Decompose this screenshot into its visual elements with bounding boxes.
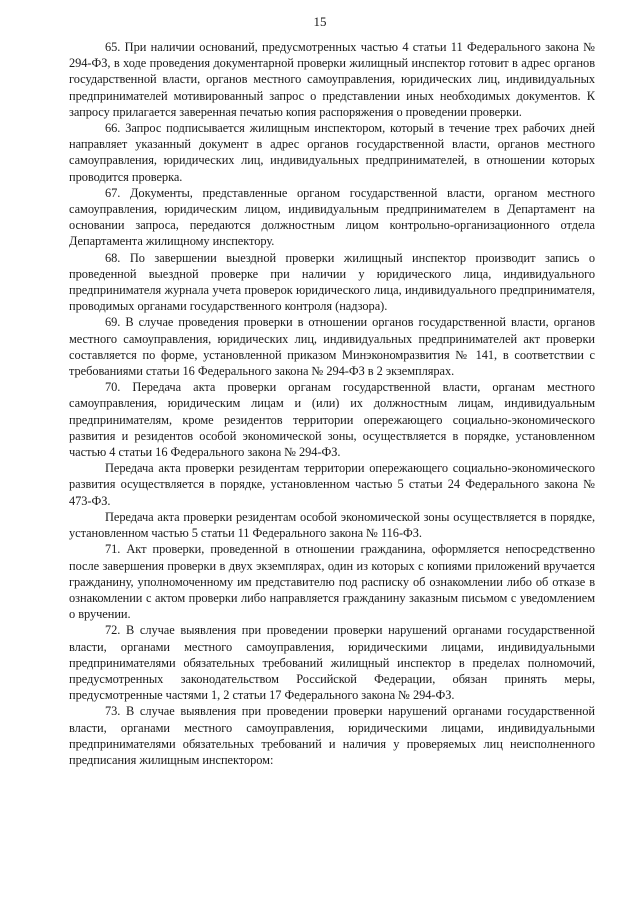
paragraph-72: 72. В случае выявления при проведении проверки нарушений органами государственной власти, органами местного самоуправления, юридическими лицами, индивидуальными предпринимателями обязательных требований жилищный инспектор в пределах полномочий, предусмотренных законодательством Российской Федерации, обязан принять меры, предусмотренные частями 1, 2 статьи 17 Федерального закона № 294-ФЗ. [69,623,595,703]
paragraph-73: 73. В случае выявления при проведении проверки нарушений органами государственной власти, органами местного самоуправления, юридическими лицами, индивидуальными предпринимателями обязательных требований и наличия у проверяемых лиц неисполненного предписания жилищным инспектором: [69,704,595,767]
paragraph-70-oez: Передача акта проверки резидентам особой экономической зоны осуществляется в порядке, установленном частью 5 статьи 11 Федерального закона № 116-ФЗ. [69,509,595,541]
paragraph-69: 69. В случае проведения проверки в отношении органов государственной власти, органов местного самоуправления, юридических лиц, индивидуальных предпринимателей акт проверки составляется по форме, установленной приказом Минэкономразвития № 141, в соответствии с требованиями статьи 16 Федерального закона № 294-ФЗ в 2 экземплярах. [69,315,595,379]
paragraph-71: 71. Акт проверки, проведенной в отношении гражданина, оформляется непосредственно после завершения проверки в двух экземплярах, один из которых с копиями приложений вручается гражданину, уполномоченному им представителю под расписку об ознакомлении либо об отказе в ознакомлении с актом проверки либо направляется гражданину заказным письмом с уведомлением о вручении. [69,542,595,622]
document-body [69,39,595,768]
paragraph-68: 68. По завершении выездной проверки жилищный инспектор производит запись о проведенной выездной проверке при наличии у юридического лица, индивидуального предпринимателя журнала учета проверок юридического лица, индивидуального предпринимателя, проводимых органами государственного контроля (надзора). [69,250,595,314]
paragraph-65: 65. При наличии оснований, предусмотренных частью 4 статьи 11 Федерального закона № 294-ФЗ, в ходе проведения документарной проверки жилищный инспектор готовит в адрес органов государственной власти, органов местного самоуправления, юридических лиц, индивидуальных предпринимателей мотивированный запрос о представлении иных необходимых документов. К запросу прилагается заверенная печатью копия распоряжения о проведении проверки. [69,40,595,119]
page-number: 15 [313,14,327,29]
paragraph-70: 70. Передача акта проверки органам государственной власти, органам местного самоуправления, юридическим лицам и (или) их должностным лицам, индивидуальным предпринимателям, кроме резидентов территории опережающего социально-экономического развития и резидентов особой экономической зоны, осуществляется в порядке, установленном частью 4 статьи 16 Федерального закона № 294-ФЗ. [69,380,595,460]
paragraph-70-toser: Передача акта проверки резидентам территории опережающего социально-экономического развития осуществляется в порядке, установленном частью 5 статьи 24 Федерального закона № 473-ФЗ. [69,461,595,508]
paragraph-66: 66. Запрос подписывается жилищным инспектором, который в течение трех рабочих дней направляет указанный документ в адрес органов государственной власти, органов местного самоуправления, юридических лиц, индивидуальных предпринимателей, в отношении которых проводится проверка. [69,121,595,184]
paragraph-67: 67. Документы, представленные органом государственной власти, органом местного самоуправления, юридическим лицом, индивидуальным предпринимателем в Департамент на основании запроса, передаются должностным лицом контрольно-организационного отдела Департамента жилищному инспектору. [69,185,595,249]
